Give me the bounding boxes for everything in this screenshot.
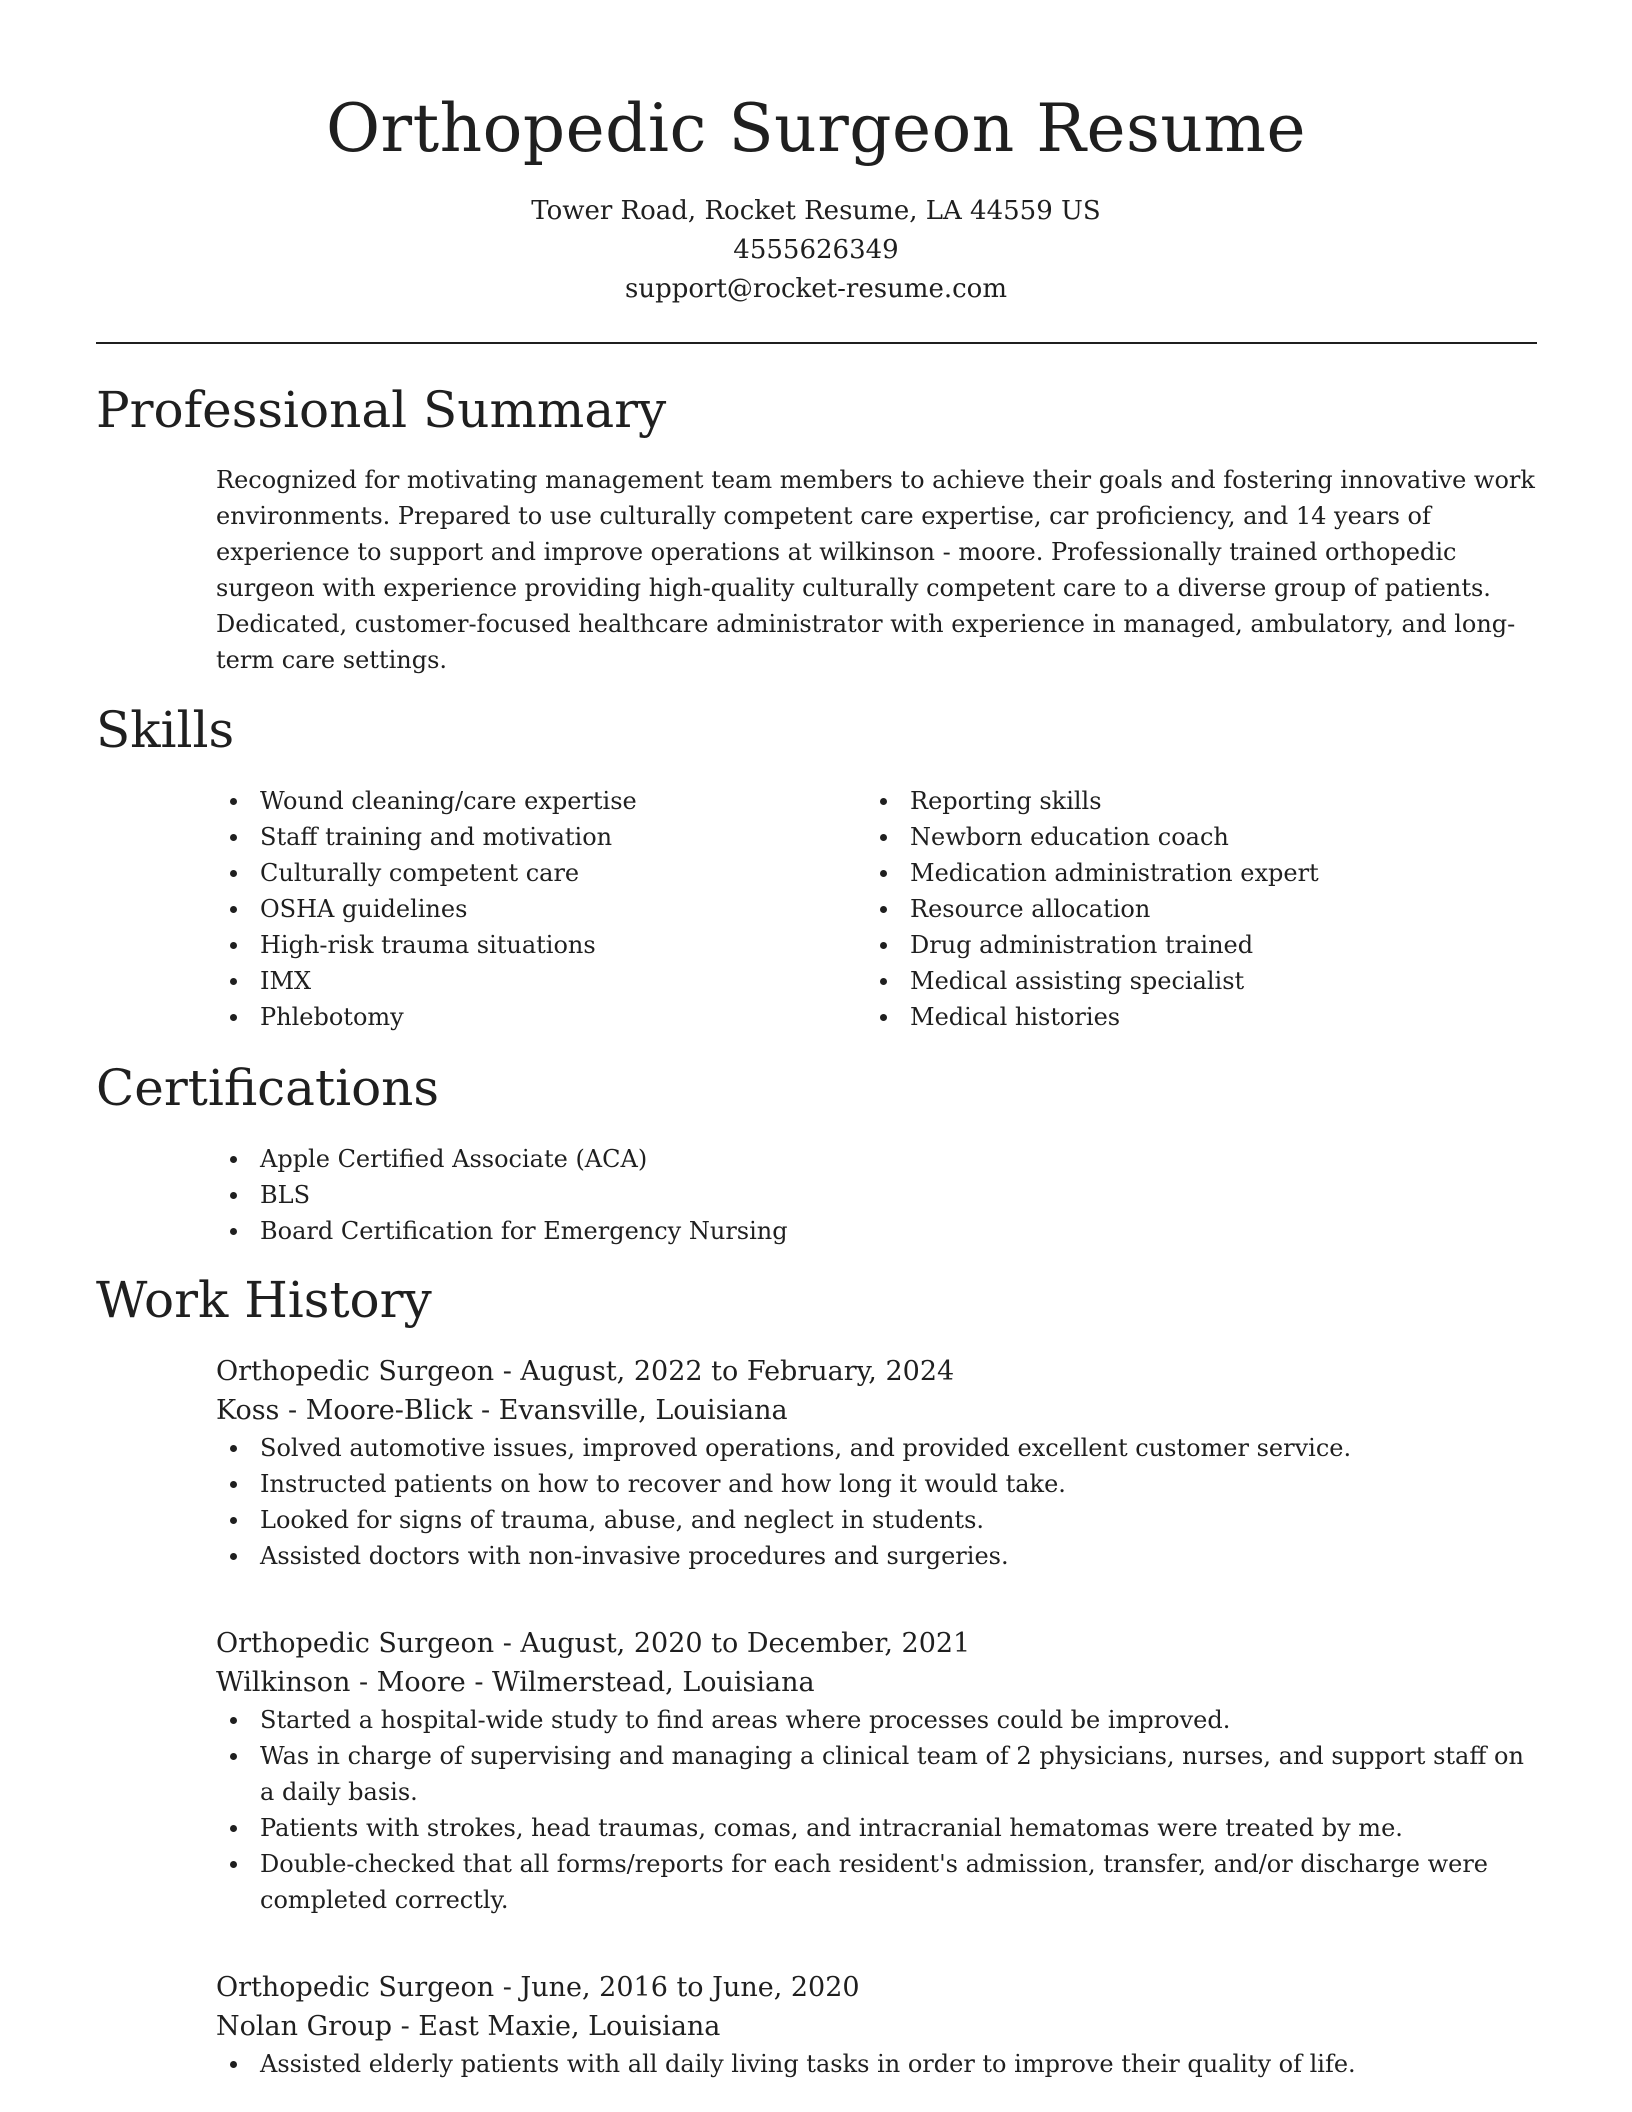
job-employer-line: Wilkinson - Moore - Wilmerstead, Louisiana: [216, 1667, 815, 1698]
skill-item: Drug administration trained: [866, 927, 1506, 963]
summary-text: Recognized for motivating management team members to achieve their goals and fostering innovative work environments. Prepared to use culturally competent care expertise, car proficiency, and 14 years of experience to support and improve operations at wilkinson - moore. Professionally trained orthopedic surgeon with experience providing high-quality culturally competent care to a diverse group of patients. Dedicated, customer-focused healthcare administrator with experience in managed, ambulatory, and long-term care settings.: [216, 466, 1535, 674]
job-bullet: Was in charge of supervising and managing a clinical team of 2 physicians, nurses, and support staff on a daily basis.: [216, 1738, 1536, 1810]
skill-item: High-risk trauma situations: [216, 927, 816, 963]
contact-email: support@rocket-resume.com: [624, 274, 1007, 304]
job-bullet: Assisted doctors with non-invasive procedures and surgeries.: [216, 1538, 1536, 1574]
skills-list-right: [866, 783, 1506, 1035]
job-title-line: Orthopedic Surgeon - June, 2016 to June, 2020: [216, 1972, 860, 2003]
skill-item: Phlebotomy: [216, 999, 816, 1035]
skill-item: IMX: [216, 963, 816, 999]
skill-item: Reporting skills: [866, 783, 1506, 819]
job-bullet: Assisted elderly patients with all daily living tasks in order to improve their quality of life.: [216, 2046, 1536, 2082]
work-history-heading: Work History: [96, 1271, 432, 1329]
job-bullets: [216, 1702, 1536, 1918]
skill-item: Culturally competent care: [216, 855, 816, 891]
skills-heading: Skills: [96, 701, 235, 759]
job-bullet: Instructed patients on how to recover and how long it would take.: [216, 1466, 1536, 1502]
job-employer-line: Koss - Moore-Blick - Evansville, Louisiana: [216, 1395, 788, 1426]
resume-header: [0, 0, 1632, 309]
job-bullets: [216, 2046, 1536, 2082]
job-title-line: Orthopedic Surgeon - August, 2020 to December, 2021: [216, 1628, 971, 1659]
skill-item: Medical histories: [866, 999, 1506, 1035]
job-bullet: Double-checked that all forms/reports for each resident's admission, transfer, and/or discharge were completed correctly.: [216, 1846, 1536, 1918]
certification-item: Apple Certified Associate (ACA): [216, 1141, 1416, 1177]
job-bullet: Solved automotive issues, improved operations, and provided excellent customer service.: [216, 1430, 1536, 1466]
contact-address: Tower Road, Rocket Resume, LA 44559 US: [531, 196, 1101, 226]
contact-block: [0, 192, 1632, 309]
skill-item: Medication administration expert: [866, 855, 1506, 891]
job-title-line: Orthopedic Surgeon - August, 2022 to February, 2024: [216, 1356, 955, 1387]
job-bullet: Started a hospital-wide study to find areas where processes could be improved.: [216, 1702, 1536, 1738]
contact-phone: 4555626349: [733, 235, 899, 265]
job-bullet: Looked for signs of trauma, abuse, and neglect in students.: [216, 1502, 1536, 1538]
job-entry: [216, 1624, 1536, 1918]
skill-item: Resource allocation: [866, 891, 1506, 927]
skill-item: Wound cleaning/care expertise: [216, 783, 816, 819]
certification-item: BLS: [216, 1177, 1416, 1213]
skills-list-left: [216, 783, 816, 1035]
certifications-list: [216, 1141, 1416, 1249]
job-employer-line: Nolan Group - East Maxie, Louisiana: [216, 2011, 721, 2042]
job-entry: [216, 1352, 1536, 1574]
summary-heading: Professional Summary: [96, 381, 667, 439]
skill-item: OSHA guidelines: [216, 891, 816, 927]
job-bullets: [216, 1430, 1536, 1574]
job-bullet: Patients with strokes, head traumas, comas, and intracranial hematomas were treated by me.: [216, 1810, 1536, 1846]
skill-item: Medical assisting specialist: [866, 963, 1506, 999]
skill-item: Staff training and motivation: [216, 819, 816, 855]
header-divider: [96, 342, 1537, 344]
certifications-heading: Certifications: [96, 1059, 440, 1117]
skill-item: Newborn education coach: [866, 819, 1506, 855]
job-entry: [216, 1968, 1536, 2082]
resume-title: Orthopedic Surgeon Resume: [325, 90, 1307, 167]
certification-item: Board Certification for Emergency Nursing: [216, 1213, 1416, 1249]
